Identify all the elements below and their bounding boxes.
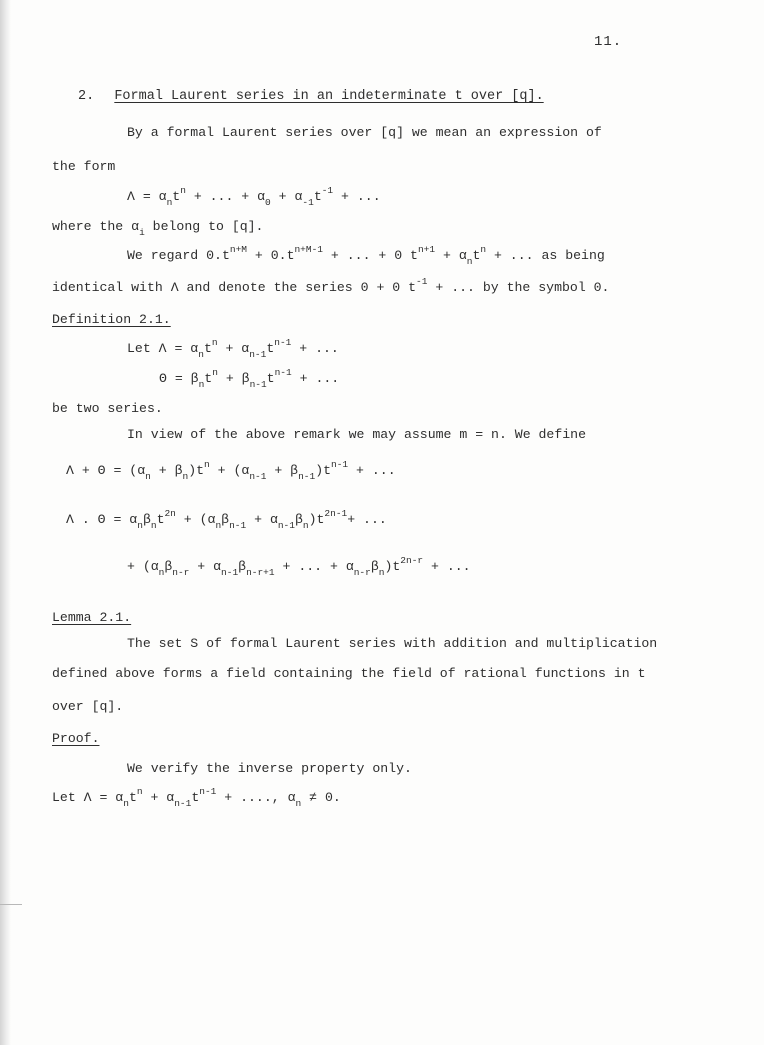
page-number: 11.	[594, 34, 623, 50]
lemma-line-3: over [q].	[52, 699, 124, 714]
definition-let-lambda: Let $\Lambda = \alpha_nt^n + \alpha_{n-1}t^{n-1}$ + ...	[127, 337, 339, 360]
where-line: where the $\alpha_i$ belong to [q].	[52, 219, 264, 238]
identical-line: identical with Λ and denote the series 0 + 0 $t^{-1}$ + ... by the symbol 0.	[52, 276, 610, 295]
view-line: In view of the above remark we may assume m = n. We define	[127, 427, 586, 442]
page-margin-mark	[0, 904, 22, 905]
definition-let-theta: $\Theta = \beta_nt^n + \beta_{n-1}t^{n-1}$ + ...	[159, 367, 340, 390]
intro-line-1: By a formal Laurent series over [q] we mean an expression of	[127, 125, 602, 140]
lemma-line-2: defined above forms a field containing the field of rational functions in t	[52, 666, 646, 681]
section-number: 2.	[78, 89, 95, 104]
proof-let-formula: Let $\Lambda = \alpha_nt^n + \alpha_{n-1}t^{n-1}$ + ...., $\alpha_n \ne 0$.	[52, 786, 341, 809]
product-formula-continued: + ($\alpha_n\beta_{n-r} + \alpha_{n-1}\beta_{n-r+1}$ + ... + $\alpha_{n-r}\beta_n)t^{2n-r}$ + ...	[127, 555, 471, 578]
lemma-heading: Lemma 2.1.	[52, 610, 132, 625]
sum-formula: $\Lambda + \Theta = (\alpha_n + \beta_n)t^n + (\alpha_{n-1} + \beta_{n-1})t^{n-1}$ + ...	[66, 459, 396, 482]
lemma-line-1: The set S of formal Laurent series with addition and multiplication	[127, 636, 658, 651]
regard-line: We regard $0.t^{n+M} + 0.t^{n+M-1}$ + ... + 0 $t^{n+1} + \alpha_nt^n$ + ... as being	[127, 244, 605, 267]
product-formula: Λ . $\Theta = \alpha_n\beta_nt^{2n} + (\alpha_n\beta_{n-1} + \alpha_{n-1}\beta_n)t^{2n-1}+$ ...	[66, 508, 387, 531]
proof-line-1: We verify the inverse property only.	[127, 761, 412, 776]
two-series-line: be two series.	[52, 401, 163, 416]
series-formula: $\Lambda = \alpha_nt^n$ + ... + $\alpha_0 + \alpha_{-1}t^{-1}$ + ...	[127, 185, 381, 208]
intro-line-2: the form	[52, 159, 116, 174]
section-heading	[78, 89, 544, 104]
scanned-page-edge	[0, 0, 11, 1045]
definition-heading: Definition 2.1.	[52, 312, 171, 327]
section-title: Formal Laurent series in an indeterminate t over [q].	[114, 89, 544, 104]
proof-heading: Proof.	[52, 731, 100, 746]
